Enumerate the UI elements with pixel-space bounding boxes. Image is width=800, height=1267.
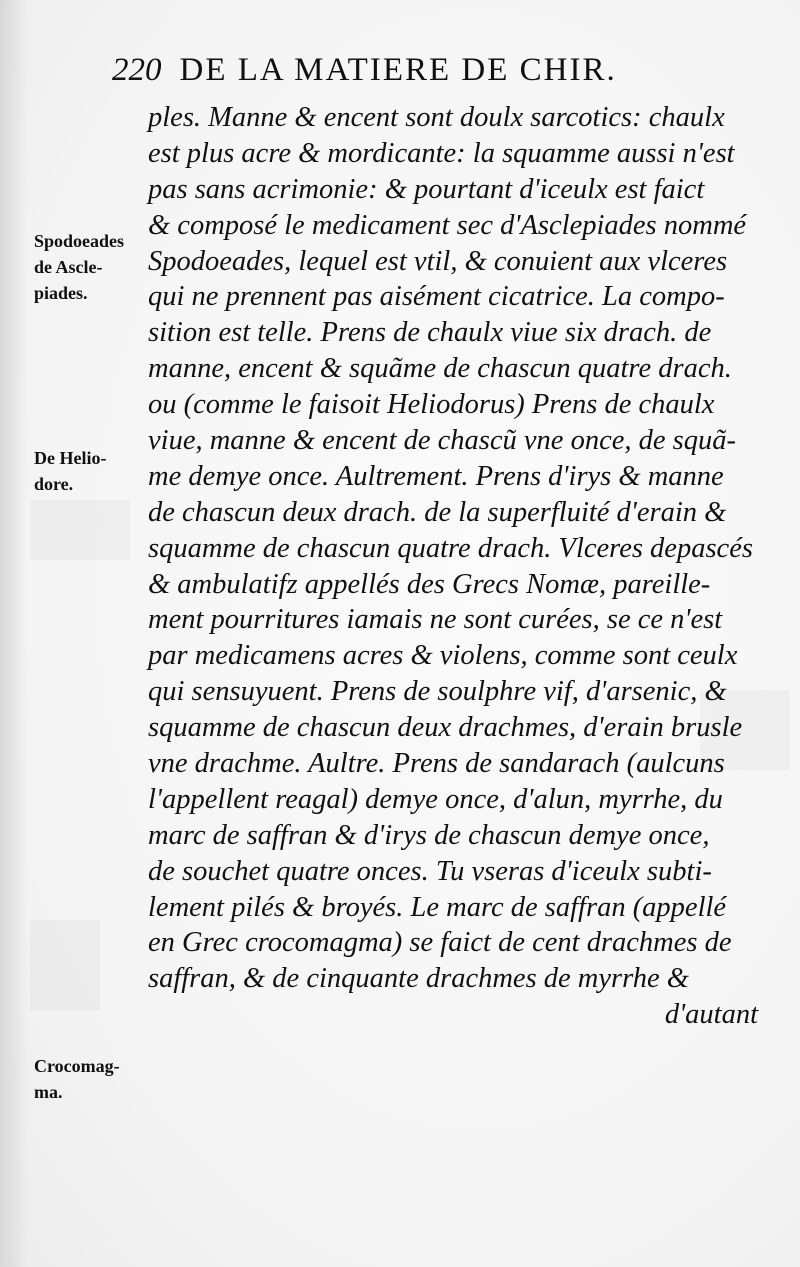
text-line: en Grec crocomagma) se faict de cent drachmes de xyxy=(148,927,732,959)
marginal-note-line: de Ascle- xyxy=(34,257,103,277)
text-line: ples. Manne & encent sont doulx sarcotics: chaulx xyxy=(148,102,725,133)
marginal-note-line: dore. xyxy=(34,474,74,494)
text-line: manne, encent & squãme de chascun quatre drach. xyxy=(148,353,732,385)
page-number: 220 xyxy=(112,52,162,88)
running-header xyxy=(112,52,752,89)
text-line: qui ne prennent pas aisément cicatrice. La compo- xyxy=(148,281,725,313)
text-line: Spodoeades, lequel est vtil, & conuient aux vlceres xyxy=(148,245,728,277)
running-title: DE LA MATIERE DE CHIR. xyxy=(179,52,617,88)
marginal-note-line: ma. xyxy=(34,1082,63,1102)
text-line: par medicamens acres & violens, comme sont ceulx xyxy=(148,640,738,672)
text-line: squamme de chascun quatre drach. Vlceres depascés xyxy=(148,532,753,564)
marginal-note-line: piades. xyxy=(34,283,88,303)
text-line: l'appellent reagal) demye once, d'alun, myrrhe, du xyxy=(148,783,723,815)
text-line: de souchet quatre onces. Tu vseras d'iceulx subti- xyxy=(148,855,712,887)
binding-shadow xyxy=(0,0,28,1267)
marginal-note-heliodore xyxy=(34,445,142,497)
text-line: de chascun deux drach. de la superfluité d'erain & xyxy=(148,496,727,528)
main-text-block xyxy=(148,100,768,1033)
bleed-through-shadow xyxy=(30,920,100,1010)
text-line: ou (comme le faisoit Heliodorus) Prens de chaulx xyxy=(148,389,715,421)
marginal-note-line: De Helio- xyxy=(34,448,107,468)
text-line: viue, manne & encent de chascũ vne once, de squã- xyxy=(148,425,736,457)
text-line: lement pilés & broyés. Le marc de saffran (appellé xyxy=(148,891,727,923)
marginal-note-line: Spodoeades xyxy=(34,231,125,251)
text-line: me demye once. Aultrement. Prens d'irys & manne xyxy=(148,460,724,492)
text-line: & ambulatifz appellés des Grecs Nomæ, pareille- xyxy=(148,568,711,600)
marginal-note-line: Crocomag- xyxy=(34,1056,120,1076)
text-line: sition est telle. Prens de chaulx viue six drach. de xyxy=(148,317,712,349)
text-line: ment pourritures iamais ne sont curées, se ce n'est xyxy=(148,604,723,636)
text-line: pas sans acrimonie: & pourtant d'iceulx est faict xyxy=(148,173,705,205)
text-line: squamme de chascun deux drachmes, d'erain brusle xyxy=(148,712,743,744)
text-line: & composé le medicament sec d'Asclepiades nommé xyxy=(148,209,747,241)
text-line: saffran, & de cinquante drachmes de myrrhe & xyxy=(148,963,689,995)
marginal-note-spodoeades xyxy=(34,228,142,306)
text-line: est plus acre & mordicante: la squamme aussi n'est xyxy=(148,137,735,169)
marginal-note-crocomagma xyxy=(34,1053,142,1105)
text-line: qui sensuyuent. Prens de soulphre vif, d'arsenic, & xyxy=(148,676,727,708)
text-line: marc de saffran & d'irys de chascun demye once, xyxy=(148,819,710,851)
catchword: d'autant xyxy=(664,999,758,1031)
text-line: vne drachme. Aultre. Prens de sandarach (aulcuns xyxy=(148,748,725,780)
bleed-through-shadow xyxy=(30,500,130,560)
